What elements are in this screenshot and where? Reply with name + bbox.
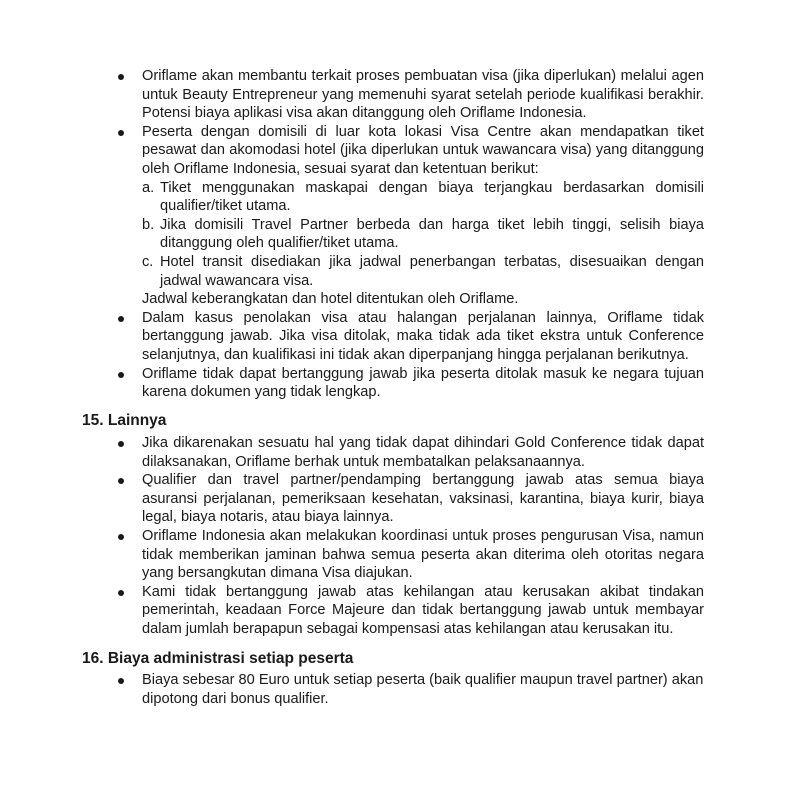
bullet-icon xyxy=(118,130,124,136)
list-item xyxy=(0,527,800,583)
list-item-text: Oriflame tidak dapat bertanggung jawab jika peserta ditolak masuk ke negara tujuan karena dokumen yang tidak lengkap. xyxy=(142,365,704,401)
list-item-text: Qualifier dan travel partner/pendamping bertanggung jawab atas semua biaya asuransi perjalanan, pemeriksaan kesehatan, vaksinasi, karantina, biaya kurir, biaya legal, biaya notaris, atau biaya lainnya. xyxy=(142,472,704,526)
list-item-note: Jadwal keberangkatan dan hotel ditentukan oleh Oriflame. xyxy=(142,291,519,308)
list-item xyxy=(0,309,800,365)
list-item-text: Dalam kasus penolakan visa atau halangan perjalanan lainnya, Oriflame tidak bertanggung jawab. Jika visa ditolak, maka tidak ada tiket ekstra untuk Conference selanjutnya, dan kualifikasi ini tidak akan diperpanjang hingga perjalanan berikutnya. xyxy=(142,309,704,363)
list-item xyxy=(0,123,800,309)
sub-list-item xyxy=(142,179,704,216)
list-item-text: Oriflame Indonesia akan melakukan koordinasi untuk proses pengurusan Visa, namun tidak memberikan jaminan bahwa semua peserta akan diterima oleh otoritas negara yang bersangkutan dimana Visa diajukan. xyxy=(142,527,704,582)
sub-list-text: Jika domisili Travel Partner berbeda dan harga tiket lebih tinggi, selisih biaya ditanggung oleh qualifier/tiket utama. xyxy=(160,216,704,252)
section-15 xyxy=(0,434,800,639)
sub-list xyxy=(142,179,704,291)
list-item xyxy=(0,434,800,471)
bullet-icon xyxy=(118,441,124,447)
sub-list-text: Hotel transit disediakan jika jadwal penerbangan terbatas, disesuaikan dengan jadwal wawancara visa. xyxy=(160,253,704,289)
section-16 xyxy=(0,671,800,708)
list-item xyxy=(0,67,800,123)
list-item-text: Kami tidak bertanggung jawab atas kehilangan atau kerusakan akibat tindakan pemerintah, keadaan Force Majeure dan tidak bertanggung jawab untuk membayar dalam jumlah berapapun sebagai kompensasi atas kehilangan atau kerusakan itu. xyxy=(142,583,704,637)
sub-list-marker: c. xyxy=(142,253,154,270)
bullet-icon xyxy=(118,534,124,540)
sub-list-item xyxy=(142,253,704,290)
visa-bullet-list xyxy=(0,67,800,402)
list-item xyxy=(0,471,800,527)
sub-list-item xyxy=(142,216,704,253)
bullet-icon xyxy=(118,678,124,684)
sub-list-text: Tiket menggunakan maskapai dengan biaya terjangkau berdasarkan domisili qualifier/tiket utama. xyxy=(160,179,704,215)
sub-list-marker: b. xyxy=(142,216,155,233)
list-item xyxy=(0,671,800,708)
list-item-text: Oriflame akan membantu terkait proses pembuatan visa (jika diperlukan) melalui agen untuk Beauty Entrepreneur yang memenuhi syarat setelah periode kualifikasi berakhir. Potensi biaya aplikasi visa akan ditanggung oleh Oriflame Indonesia. xyxy=(142,68,704,122)
bullet-icon xyxy=(118,590,124,596)
bullet-icon xyxy=(118,316,124,322)
section-16-heading: 16. Biaya administrasi setiap peserta xyxy=(82,650,354,667)
section-16-bullet-list xyxy=(0,671,800,708)
list-item-text: Biaya sebesar 80 Euro untuk setiap peserta (baik qualifier maupun travel partner) akan dipotong dari bonus qualifier. xyxy=(142,672,704,707)
bullet-icon xyxy=(118,372,124,378)
list-item-text: Peserta dengan domisili di luar kota lokasi Visa Centre akan mendapatkan tiket pesawat dan akomodasi hotel (jika diperlukan untuk wawancara visa) yang ditanggung oleh Oriflame Indonesia, sesuai syarat dan ketentuan berikut: xyxy=(142,123,704,177)
visa-section xyxy=(0,67,800,402)
section-15-heading: 15. Lainnya xyxy=(82,412,167,429)
list-item xyxy=(0,583,800,639)
section-15-bullet-list xyxy=(0,434,800,639)
bullet-icon xyxy=(118,478,124,484)
sub-list-marker: a. xyxy=(142,179,155,196)
list-item-text: Jika dikarenakan sesuatu hal yang tidak dapat dihindari Gold Conference tidak dapat dilaksanakan, Oriflame berhak untuk membatalkan pelaksanaannya. xyxy=(142,435,704,470)
list-item xyxy=(0,365,800,402)
bullet-icon xyxy=(118,74,124,80)
